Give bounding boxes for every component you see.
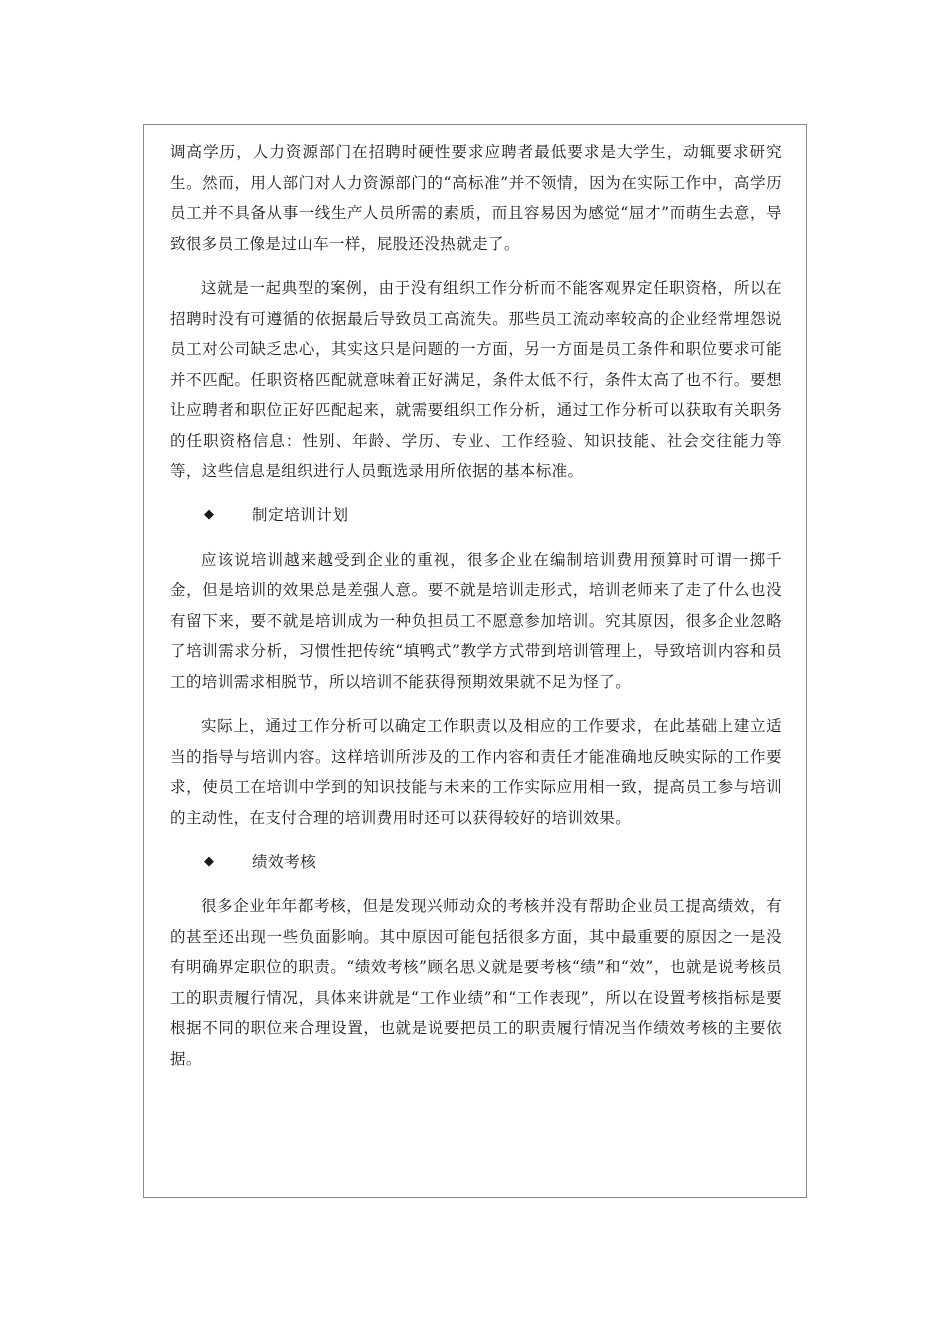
diamond-bullet-icon: ◆ — [204, 507, 214, 523]
document-frame — [143, 124, 807, 1198]
section-heading-performance — [170, 847, 782, 877]
diamond-bullet-icon: ◆ — [204, 853, 214, 869]
paragraph-performance-appraisal: 很多企业年年都考核，但是发现兴师动众的考核并没有帮助企业员工提高绩效，有的甚至还出现一些负面影响。其中原因可能包括很多方面，其中最重要的原因之一是没有明确界定职位的职责。“绩效考核”顾名思义就是要考核“绩”和“效”，也就是说考核员工的职责履行情况，具体来讲就是“工作业绩”和“工作表现”，所以在设置考核指标是要根据不同的职位来合理设置，也就是说要把员工的职责履行情况当作绩效考核的主要依据。 — [170, 897, 782, 1068]
paragraph-training-problem: 应该说培训越来越受到企业的重视，很多企业在编制培训费用预算时可谓一掷千金，但是培训的效果总是差强人意。要不就是培训走形式，培训老师来了走了什么也没有留下来，要不就是培训成为一种负担员工不愿意参加培训。究其原因，很多企业忽略了培训需求分析，习惯性把传统“填鸭式”教学方式带到培训管理上，导致培训内容和员工的培训需求相脱节，所以培训不能获得预期效果就不足为怪了。 — [170, 550, 782, 691]
document-body — [170, 137, 782, 1088]
section-heading-training — [170, 501, 782, 531]
paragraph-case-analysis: 这就是一起典型的案例，由于没有组织工作分析而不能客观界定任职资格，所以在招聘时没有可遵循的依据最后导致员工高流失。那些员工流动率较高的企业经常埋怨说员工对公司缺乏忠心，其实这只是问题的一方面，另一方面是员工条件和职位要求可能并不匹配。任职资格匹配就意味着正好满足，条件太低不行，条件太高了也不行。要想让应聘者和职位正好匹配起来，就需要组织工作分析，通过工作分析可以获取有关职务的任职资格信息：性别、年龄、学历、专业、工作经验、知识技能、社会交往能力等等，这些信息是组织进行人员甄选录用所依据的基本标准。 — [170, 279, 782, 480]
paragraph-training-solution: 实际上，通过工作分析可以确定工作职责以及相应的工作要求，在此基础上建立适当的指导与培训内容。这样培训所涉及的工作内容和责任才能准确地反映实际的工作要求，使员工在培训中学到的知识技能与未来的工作实际应用相一致，提高员工参与培训的主动性，在支付合理的培训费用时还可以获得较好的培训效果。 — [170, 717, 782, 827]
section-heading-label: 绩效考核 — [252, 852, 317, 871]
section-heading-label: 制定培训计划 — [252, 506, 349, 525]
paragraph-recruitment-continued: 调高学历，人力资源部门在招聘时硬性要求应聘者最低要求是大学生，动辄要求研究生。然而，用人部门对人力资源部门的“高标准”并不领情，因为在实际工作中，高学历员工并不具备从事一线生产人员所需的素质，而且容易因为感觉“屈才”而萌生去意，导致很多员工像是过山车一样，屁股还没热就走了。 — [170, 143, 782, 253]
